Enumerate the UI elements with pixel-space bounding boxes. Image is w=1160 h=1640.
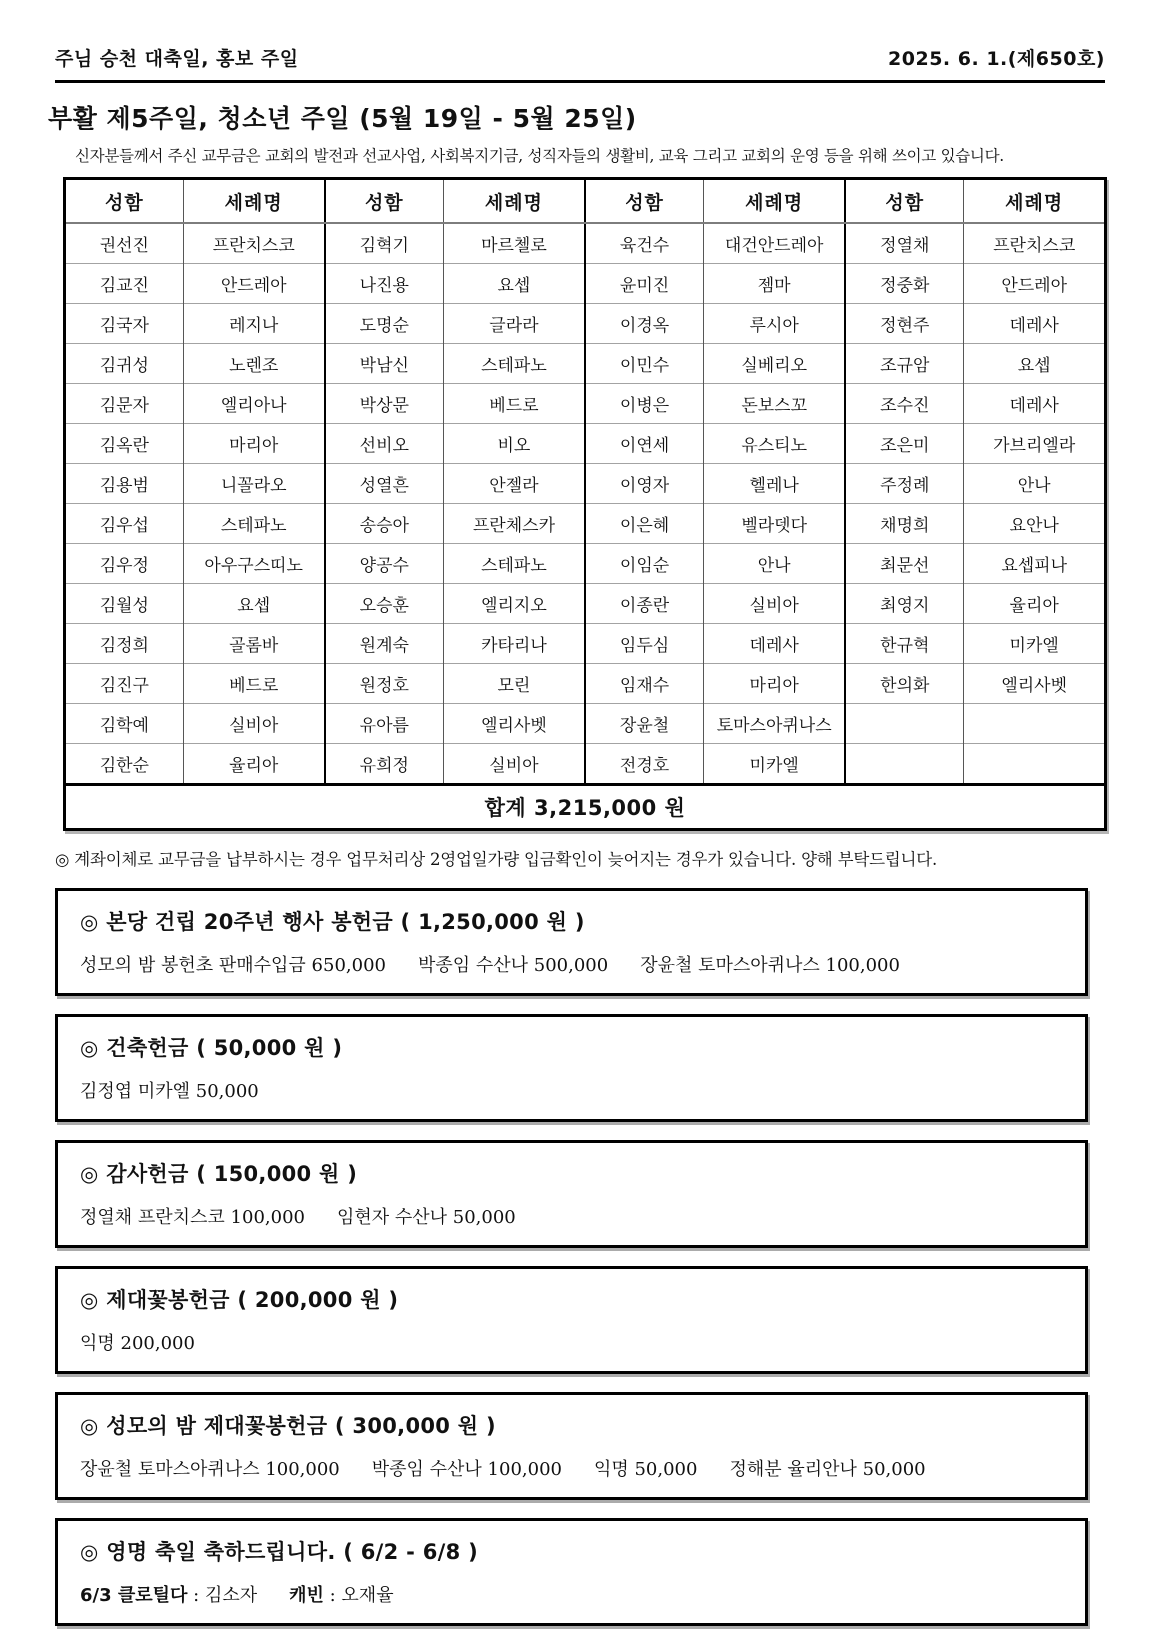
name-cell: 김학예 xyxy=(65,704,184,744)
table-row xyxy=(65,744,1106,785)
table-row xyxy=(65,304,1106,344)
donation-entry: 장윤철 토마스아퀴나스 100,000 xyxy=(640,955,900,976)
name-cell: 성열흔 xyxy=(325,464,444,504)
page-header xyxy=(55,44,1105,71)
table-row xyxy=(65,424,1106,464)
baptismal-name-cell: 헬레나 xyxy=(704,464,846,504)
section-title: 부활 제5주일, 청소년 주일 (5월 19일 - 5월 25일) xyxy=(48,104,637,133)
baptismal-name-cell: 데레사 xyxy=(704,624,846,664)
name-cell xyxy=(845,704,964,744)
name-cell: 김우섭 xyxy=(65,504,184,544)
baptismal-name-cell: 루시아 xyxy=(704,304,846,344)
donation-entry: 장윤철 토마스아퀴나스 100,000 xyxy=(80,1459,340,1480)
baptismal-name-cell: 요안나 xyxy=(964,504,1106,544)
name-cell: 임두심 xyxy=(585,624,704,664)
baptismal-name-cell xyxy=(964,744,1106,785)
box-content xyxy=(80,951,1063,977)
name-cell: 전경호 xyxy=(585,744,704,785)
table-row xyxy=(65,544,1106,584)
baptismal-name-cell: 베드로 xyxy=(183,664,325,704)
baptismal-name-cell: 유스티노 xyxy=(704,424,846,464)
name-cell: 이영자 xyxy=(585,464,704,504)
name-cell: 나진용 xyxy=(325,264,444,304)
offering-table-body xyxy=(65,223,1106,785)
name-cell: 원정호 xyxy=(325,664,444,704)
baptismal-name-cell: 프란치스코 xyxy=(964,223,1106,264)
donation-entry: 정열채 프란치스코 100,000 xyxy=(80,1207,305,1228)
name-cell: 이종란 xyxy=(585,584,704,624)
baptismal-name-cell: 요셉피나 xyxy=(964,544,1106,584)
donation-entry: 정해분 율리안나 50,000 xyxy=(729,1459,926,1480)
box-title: ◎ 본당 건립 20주년 행사 봉헌금 ( 1,250,000 원 ) xyxy=(80,910,585,934)
name-cell: 최영지 xyxy=(845,584,964,624)
name-cell: 양공수 xyxy=(325,544,444,584)
baptismal-name-cell: 안드레아 xyxy=(964,264,1106,304)
name-cell: 최문선 xyxy=(845,544,964,584)
name-cell: 김귀성 xyxy=(65,344,184,384)
offering-table xyxy=(63,177,1107,831)
baptismal-name-cell: 데레사 xyxy=(964,384,1106,424)
table-row xyxy=(65,584,1106,624)
baptismal-name-cell: 대건안드레아 xyxy=(704,223,846,264)
table-row xyxy=(65,704,1106,744)
column-header: 성함 xyxy=(65,179,184,224)
name-cell: 김교진 xyxy=(65,264,184,304)
baptismal-name-cell: 젬마 xyxy=(704,264,846,304)
box-content xyxy=(80,1329,1063,1355)
name-cell: 김월성 xyxy=(65,584,184,624)
bank-transfer-note: ◎ 계좌이체로 교무금을 납부하시는 경우 업무처리상 2영업일가량 입금확인이 늦어지는 경우가 있습니다. 양해 부탁드립니다. xyxy=(55,850,938,869)
baptismal-name-cell: 실비아 xyxy=(443,744,585,785)
name-cell: 선비오 xyxy=(325,424,444,464)
baptismal-name-cell: 안젤라 xyxy=(443,464,585,504)
name-cell: 김정희 xyxy=(65,624,184,664)
name-cell: 이임순 xyxy=(585,544,704,584)
baptismal-name-cell: 엘리사벳 xyxy=(964,664,1106,704)
box-title: ◎ 제대꽃봉헌금 ( 200,000 원 ) xyxy=(80,1288,399,1312)
column-header: 세례명 xyxy=(443,179,585,224)
name-cell: 이병은 xyxy=(585,384,704,424)
donation-entry: 김정엽 미카엘 50,000 xyxy=(80,1081,259,1102)
baptismal-name-cell: 베드로 xyxy=(443,384,585,424)
baptismal-name-cell: 마리아 xyxy=(183,424,325,464)
issue-date: 2025. 6. 1.(제650호) xyxy=(888,48,1105,70)
donation-entry: 익명 200,000 xyxy=(80,1333,195,1354)
box-title: ◎ 건축헌금 ( 50,000 원 ) xyxy=(80,1036,343,1060)
name-cell: 오승훈 xyxy=(325,584,444,624)
table-row xyxy=(65,223,1106,264)
header-divider xyxy=(55,80,1105,83)
baptismal-name-cell: 엘리지오 xyxy=(443,584,585,624)
name-cell: 장윤철 xyxy=(585,704,704,744)
name-cell: 정현주 xyxy=(845,304,964,344)
baptismal-name-cell: 요셉 xyxy=(443,264,585,304)
baptismal-name-cell: 마르첼로 xyxy=(443,223,585,264)
box-title: ◎ 성모의 밤 제대꽃봉헌금 ( 300,000 원 ) xyxy=(80,1414,496,1438)
table-row xyxy=(65,264,1106,304)
baptismal-name-cell: 미카엘 xyxy=(964,624,1106,664)
name-cell: 한의화 xyxy=(845,664,964,704)
column-header: 세례명 xyxy=(964,179,1106,224)
box-title: ◎ 영명 축일 축하드립니다. ( 6/2 - 6/8 ) xyxy=(80,1540,479,1564)
name-cell: 이민수 xyxy=(585,344,704,384)
donation-entry: 박종임 수산나 100,000 xyxy=(371,1459,562,1480)
name-cell: 조규암 xyxy=(845,344,964,384)
name-cell: 원계숙 xyxy=(325,624,444,664)
name-cell: 김국자 xyxy=(65,304,184,344)
baptismal-name-cell xyxy=(964,704,1106,744)
name-cell: 박상문 xyxy=(325,384,444,424)
name-cell: 박남신 xyxy=(325,344,444,384)
name-cell: 유희정 xyxy=(325,744,444,785)
donation-entry: 임현자 수산나 50,000 xyxy=(336,1207,516,1228)
box-content xyxy=(80,1077,1063,1103)
donation-entry: 캐빈 : 오재율 xyxy=(289,1585,394,1606)
column-header: 성함 xyxy=(845,179,964,224)
baptismal-name-cell: 안드레아 xyxy=(183,264,325,304)
name-cell xyxy=(845,744,964,785)
donation-box-altar-flowers xyxy=(55,1266,1088,1374)
baptismal-name-cell: 카타리나 xyxy=(443,624,585,664)
name-cell: 윤미진 xyxy=(585,264,704,304)
baptismal-name-cell: 프란치스코 xyxy=(183,223,325,264)
offering-total: 합계 3,215,000 원 xyxy=(65,785,1106,830)
baptismal-name-cell: 데레사 xyxy=(964,304,1106,344)
baptismal-name-cell: 비오 xyxy=(443,424,585,464)
donation-entry: 6/3 클로틸다 : 김소자 xyxy=(80,1585,258,1606)
intro-text: 신자분들께서 주신 교무금은 교회의 발전과 선교사업, 사회복지기금, 성직자들의 생활비, 교육 그리고 교회의 운영 등을 위해 쓰이고 있습니다. xyxy=(75,147,1004,165)
column-header: 세례명 xyxy=(704,179,846,224)
baptismal-name-cell: 실비아 xyxy=(183,704,325,744)
feast-day-label: 주님 승천 대축일, 홍보 주일 xyxy=(55,48,299,70)
column-header: 성함 xyxy=(585,179,704,224)
baptismal-name-cell: 노렌조 xyxy=(183,344,325,384)
name-cell: 김진구 xyxy=(65,664,184,704)
column-header: 성함 xyxy=(325,179,444,224)
baptismal-name-cell: 돈보스꼬 xyxy=(704,384,846,424)
donation-entry: 익명 50,000 xyxy=(593,1459,698,1480)
baptismal-name-cell: 실비아 xyxy=(704,584,846,624)
table-row xyxy=(65,384,1106,424)
name-cell: 김혁기 xyxy=(325,223,444,264)
name-cell: 이연세 xyxy=(585,424,704,464)
box-content xyxy=(80,1581,1063,1607)
name-cell: 송승아 xyxy=(325,504,444,544)
box-title: ◎ 감사헌금 ( 150,000 원 ) xyxy=(80,1162,358,1186)
baptismal-name-cell: 실베리오 xyxy=(704,344,846,384)
name-cell: 김우정 xyxy=(65,544,184,584)
name-cell: 김문자 xyxy=(65,384,184,424)
donation-box-may-altar-flowers xyxy=(55,1392,1088,1500)
baptismal-name-cell: 가브리엘라 xyxy=(964,424,1106,464)
name-cell: 조은미 xyxy=(845,424,964,464)
donation-box-anniversary xyxy=(55,888,1088,996)
name-cell: 이은혜 xyxy=(585,504,704,544)
baptismal-name-cell: 요셉 xyxy=(964,344,1106,384)
name-cell: 김한순 xyxy=(65,744,184,785)
name-cell: 정열채 xyxy=(845,223,964,264)
baptismal-name-cell: 모린 xyxy=(443,664,585,704)
name-cell: 채명희 xyxy=(845,504,964,544)
table-row xyxy=(65,624,1106,664)
name-cell: 한규혁 xyxy=(845,624,964,664)
baptismal-name-cell: 마리아 xyxy=(704,664,846,704)
name-cell: 김용범 xyxy=(65,464,184,504)
baptismal-name-cell: 토마스아퀴나스 xyxy=(704,704,846,744)
table-row xyxy=(65,464,1106,504)
donation-box-building xyxy=(55,1014,1088,1122)
name-cell: 육건수 xyxy=(585,223,704,264)
name-cell: 주정례 xyxy=(845,464,964,504)
name-cell: 정중화 xyxy=(845,264,964,304)
donation-box-thanksgiving xyxy=(55,1140,1088,1248)
name-cell: 도명순 xyxy=(325,304,444,344)
box-content xyxy=(80,1455,1063,1481)
baptismal-name-cell: 벨라뎃다 xyxy=(704,504,846,544)
name-cell: 유아름 xyxy=(325,704,444,744)
offering-table-header-row xyxy=(65,179,1106,224)
name-cell: 임재수 xyxy=(585,664,704,704)
table-row xyxy=(65,504,1106,544)
column-header: 세례명 xyxy=(183,179,325,224)
name-cell: 권선진 xyxy=(65,223,184,264)
name-cell: 조수진 xyxy=(845,384,964,424)
baptismal-name-cell: 엘리아나 xyxy=(183,384,325,424)
table-row xyxy=(65,664,1106,704)
baptismal-name-cell: 니꼴라오 xyxy=(183,464,325,504)
box-content xyxy=(80,1203,1063,1229)
baptismal-name-cell: 레지나 xyxy=(183,304,325,344)
table-row xyxy=(65,344,1106,384)
baptismal-name-cell: 안나 xyxy=(704,544,846,584)
baptismal-name-cell: 안나 xyxy=(964,464,1106,504)
name-cell: 이경옥 xyxy=(585,304,704,344)
baptismal-name-cell: 스테파노 xyxy=(183,504,325,544)
baptismal-name-cell: 골롬바 xyxy=(183,624,325,664)
baptismal-name-cell: 스테파노 xyxy=(443,544,585,584)
baptismal-name-cell: 요셉 xyxy=(183,584,325,624)
name-cell: 김옥란 xyxy=(65,424,184,464)
baptismal-name-cell: 아우구스띠노 xyxy=(183,544,325,584)
donation-entry: 성모의 밤 봉헌초 판매수입금 650,000 xyxy=(80,955,386,976)
offering-total-row xyxy=(65,785,1106,830)
baptismal-name-cell: 글라라 xyxy=(443,304,585,344)
donation-entry: 박종임 수산나 500,000 xyxy=(417,955,609,976)
baptismal-name-cell: 율리아 xyxy=(964,584,1106,624)
baptismal-name-cell: 율리아 xyxy=(183,744,325,785)
feast-day-congrats-box xyxy=(55,1518,1088,1626)
baptismal-name-cell: 엘리사벳 xyxy=(443,704,585,744)
baptismal-name-cell: 미카엘 xyxy=(704,744,846,785)
baptismal-name-cell: 프란체스카 xyxy=(443,504,585,544)
baptismal-name-cell: 스테파노 xyxy=(443,344,585,384)
